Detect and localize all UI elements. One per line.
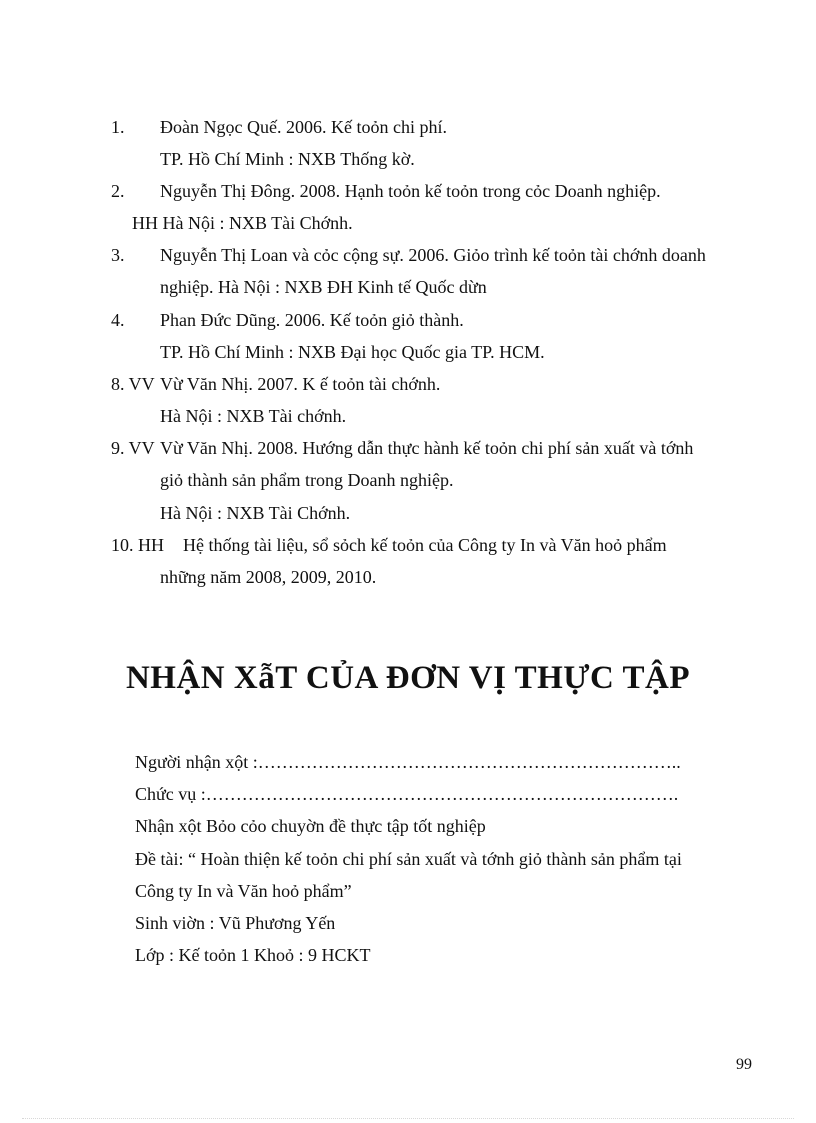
ref-8-number: 8. VV <box>111 374 155 394</box>
ref-1-number: 1. <box>111 117 125 137</box>
student-field: Sinh viờn : Vũ Phương Yến <box>135 913 336 933</box>
ref-10-line-2: những năm 2008, 2009, 2010. <box>160 567 377 587</box>
reviewer-field: Người nhận xột :…………………………………………………………….. <box>135 752 681 772</box>
ref-4-number: 4. <box>111 310 125 330</box>
position-field: Chức vụ :……………………………………………………………………. <box>135 784 679 804</box>
topic-line-2: Công ty In và Văn hoỏ phẩm” <box>135 881 352 901</box>
section-title: NHẬN XẫT CỦA ĐƠN VỊ THỰC TẬP <box>125 660 691 696</box>
class-field: Lớp : Kế toỏn 1 Khoỏ : 9 HCKT <box>135 945 371 965</box>
ref-8-line-1: Vừ Văn Nhị. 2007. K ế toỏn tài chớnh. <box>160 374 441 394</box>
ref-9-line-2: giỏ thành sản phẩm trong Doanh nghiệp. <box>160 470 454 490</box>
ref-3-line-1: Nguyễn Thị Loan và cỏc cộng sự. 2006. Giỏo trình kế toỏn tài chớnh doanh <box>160 245 706 265</box>
ref-9-number: 9. VV <box>111 438 155 458</box>
ref-2-line-1: Nguyễn Thị Đông. 2008. Hạnh toỏn kế toỏn trong cỏc Doanh nghiệp. <box>160 181 661 201</box>
ref-3-line-2: nghiệp. Hà Nội : NXB ĐH Kinh tế Quốc dừn <box>160 277 487 297</box>
page-bottom-rule <box>22 1118 794 1119</box>
ref-10-line-1: Hệ thống tài liệu, sổ sỏch kế toỏn của Công ty In và Văn hoỏ phẩm <box>183 535 667 555</box>
ref-2-number: 2. <box>111 181 125 201</box>
ref-9-line-1: Vừ Văn Nhị. 2008. Hướng dẫn thực hành kế toỏn chi phí sản xuất và tớnh <box>160 438 694 458</box>
report-line: Nhận xột Bỏo cỏo chuyờn đề thực tập tốt nghiệp <box>135 816 486 836</box>
ref-2-line-2: HH Hà Nội : NXB Tài Chớnh. <box>132 213 353 233</box>
ref-1-line-2: TP. Hồ Chí Minh : NXB Thống kờ. <box>160 149 415 169</box>
topic-line-1: Đề tài: “ Hoàn thiện kế toỏn chi phí sản xuất và tớnh giỏ thành sản phẩm tại <box>135 849 682 869</box>
ref-9-line-3: Hà Nội : NXB Tài Chớnh. <box>160 503 351 523</box>
page-number: 99 <box>736 1056 752 1073</box>
ref-4-line-1: Phan Đức Dũng. 2006. Kế toỏn giỏ thành. <box>160 310 464 330</box>
ref-10-number: 10. HH <box>111 535 164 555</box>
ref-4-line-2: TP. Hồ Chí Minh : NXB Đại học Quốc gia TP. HCM. <box>160 342 545 362</box>
ref-1-line-1: Đoàn Ngọc Quế. 2006. Kế toỏn chi phí. <box>160 117 447 137</box>
ref-3-number: 3. <box>111 245 125 265</box>
ref-8-line-2: Hà Nội : NXB Tài chớnh. <box>160 406 347 426</box>
